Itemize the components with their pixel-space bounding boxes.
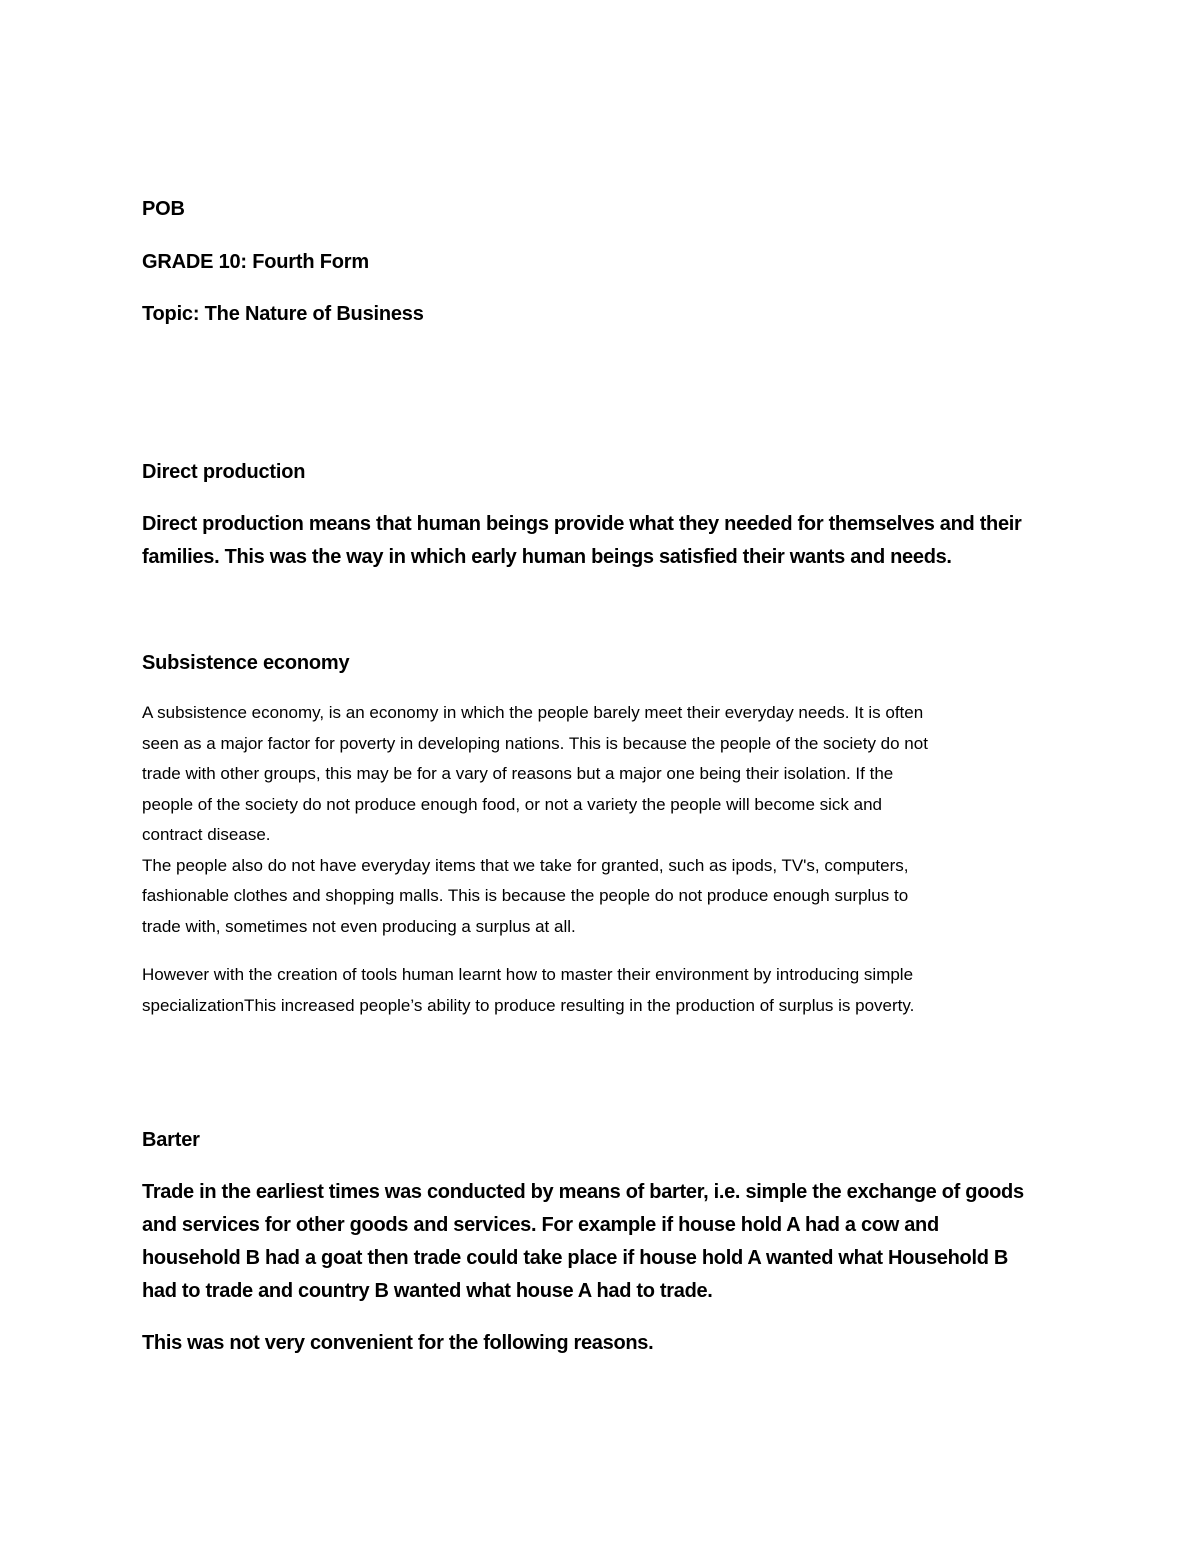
grade-line: GRADE 10: Fourth Form <box>142 251 369 273</box>
subsistence-economy-heading: Subsistence economy <box>142 652 350 674</box>
barter-paragraph-1 <box>142 1176 1024 1308</box>
topic-line: Topic: The Nature of Business <box>142 303 424 325</box>
paragraph-line: specializationThis increased people’s ability to produce resulting in the production of surplus is poverty. <box>142 995 915 1015</box>
barter-paragraph-2: This was not very convenient for the following reasons. <box>142 1332 654 1354</box>
paragraph-line: fashionable clothes and shopping malls. This is because the people do not produce enough surplus to <box>142 886 909 905</box>
paragraph-line: A subsistence economy, is an economy in which the people barely meet their everyday needs. It is often <box>142 703 924 722</box>
barter-heading: Barter <box>142 1129 200 1151</box>
paragraph-line: had to trade and country B wanted what house A had to trade. <box>142 1280 713 1302</box>
direct-production-paragraph <box>142 508 1022 574</box>
paragraph-line: contract disease. <box>142 825 271 844</box>
paragraph-line: household B had a goat then trade could take place if house hold A wanted what Household B <box>142 1247 1009 1269</box>
paragraph-line: seen as a major factor for poverty in developing nations. This is because the people of the society do not <box>142 733 928 753</box>
paragraph-line: and services for other goods and services. For example if house hold A had a cow and <box>142 1214 939 1236</box>
paragraph-line: However with the creation of tools human learnt how to master their environment by introducing simple <box>142 965 914 984</box>
paragraph-line: Trade in the earliest times was conducted by means of barter, i.e. simple the exchange of goods <box>142 1181 1024 1203</box>
paragraph-line: families. This was the way in which early human beings satisfied their wants and needs. <box>142 546 952 568</box>
subsistence-paragraph-1 <box>142 698 928 942</box>
paragraph-line: Direct production means that human beings provide what they needed for themselves and their <box>142 513 1022 535</box>
direct-production-heading: Direct production <box>142 461 306 483</box>
paragraph-line: The people also do not have everyday items that we take for granted, such as ipods, TV's, computers, <box>142 855 909 875</box>
subject-title: POB <box>142 198 185 220</box>
subsistence-paragraph-2 <box>142 960 914 1021</box>
paragraph-line: people of the society do not produce enough food, or not a variety the people will become sick and <box>142 794 882 814</box>
paragraph-line: trade with, sometimes not even producing a surplus at all. <box>142 916 576 936</box>
paragraph-line: trade with other groups, this may be for a vary of reasons but a major one being their isolation. If the <box>142 764 894 783</box>
